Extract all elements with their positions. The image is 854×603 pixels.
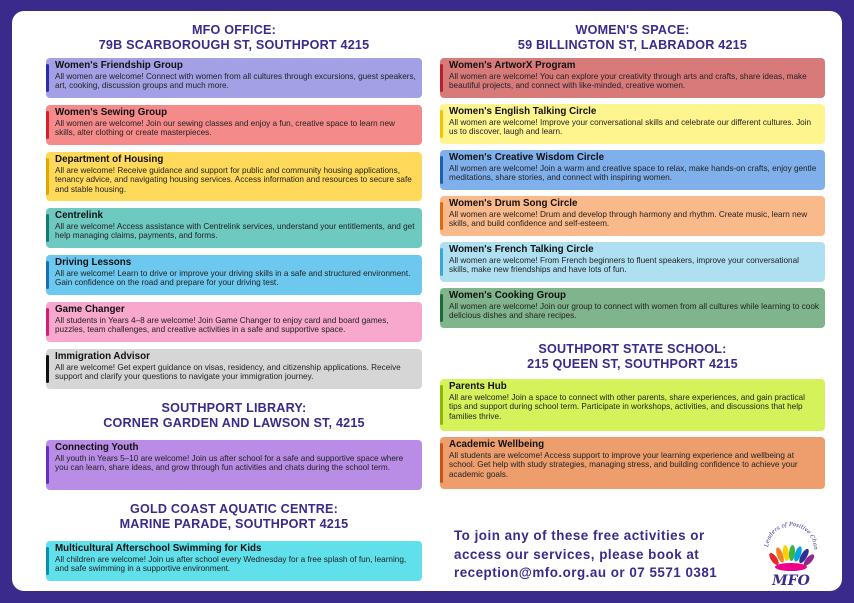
card-accent — [440, 248, 443, 276]
card-description: All are welcome! Learn to drive or improve your driving skills in a safe and structured environment. Gain confidence on the road and prepare for your driving test. — [55, 268, 411, 287]
card-game-changer — [46, 302, 422, 342]
card-connecting-youth — [46, 440, 422, 490]
card-description: All students in Years 4–8 are welcome! Join Game Changer to enjoy card and board games, puzzles, team challenges, and creative activities in a safe and supportive space. — [55, 315, 389, 334]
card-title: Women's French Talking Circle — [449, 244, 594, 255]
card-description: All women are welcome! Join a warm and creative space to relax, make hands-on crafts, enjoy gentle meditations, share stories, and connect with inspiring women. — [449, 163, 817, 182]
card-description: All women are welcome! From French beginners to fluent speakers, improve your conversational skills, make new friendships and have lots of fun. — [449, 255, 799, 274]
card-accent — [46, 64, 49, 92]
card-title: Connecting Youth — [55, 442, 139, 453]
card-womens-friendship-group — [46, 58, 422, 98]
card-title: Immigration Advisor — [55, 351, 150, 362]
card-womens-english-talking-circle — [440, 104, 825, 144]
card-accent — [46, 547, 49, 575]
card-accent — [46, 355, 49, 383]
card-description: All students are welcome! Access support to improve your learning experience and wellbeing at school. Get help with study strategies, managing stress, and building confidence to achieve your academic goals. — [449, 450, 798, 479]
booking-line: To join any of these free activities or — [454, 528, 705, 543]
card-description: All women are welcome! Drum and develop through harmony and rhythm. Create music, learn new skills, and build confidence and self-esteem. — [449, 209, 808, 228]
card-title: Parents Hub — [449, 381, 507, 392]
card-accent — [46, 111, 49, 139]
section-heading-womens-space: WOMEN'S SPACE: 59 BILLINGTON ST, LABRADOR 4215 — [517, 23, 748, 52]
left-column — [46, 21, 422, 581]
card-description: All youth in Years 5–10 are welcome! Join us after school for a safe and supportive space where you can learn, share ideas, and grow through fun activities and chats during the school term. — [55, 453, 404, 472]
card-accent — [440, 294, 443, 322]
card-womens-sewing-group — [46, 105, 422, 145]
card-department-of-housing — [46, 152, 422, 201]
card-accent — [440, 110, 443, 138]
card-description: All are welcome! Join a space to connect with other parents, share experiences, and gain practical tips and support during school term. Participate in workshops, activities, and discussions that help families thrive. — [449, 392, 805, 421]
mfo-logo-graphic — [762, 515, 820, 591]
card-accent — [46, 214, 49, 242]
card-driving-lessons — [46, 255, 422, 295]
card-womens-artworx-program — [440, 58, 825, 98]
card-parents-hub — [440, 379, 825, 431]
card-accent — [440, 385, 443, 425]
booking-information — [454, 527, 744, 583]
card-academic-wellbeing — [440, 437, 825, 489]
card-accent — [440, 64, 443, 92]
card-title: Women's Sewing Group — [55, 107, 168, 118]
right-column — [440, 21, 825, 589]
card-title: Centrelink — [55, 210, 103, 221]
section-heading-gold-coast-aquatic-centre: GOLD COAST AQUATIC CENTRE: MARINE PARADE, SOUTHPORT 4215 — [119, 502, 349, 531]
card-title: Women's Friendship Group — [55, 60, 183, 71]
card-womens-french-talking-circle — [440, 242, 825, 282]
card-description: All are welcome! Get expert guidance on visas, residency, and citizenship applications. Receive support and clarify your questions to navigate your immigration journey. — [55, 362, 401, 381]
card-description: All children are welcome! Join us after school every Wednesday for a free splash of fun, learning, and safe swimming in a supportive environment. — [55, 554, 407, 573]
card-accent — [440, 156, 443, 184]
section-heading-southport-library: SOUTHPORT LIBRARY: CORNER GARDEN AND LAWSON ST, 4215 — [103, 401, 365, 430]
card-title: Game Changer — [55, 304, 125, 315]
card-description: All women are welcome! Connect with women from all cultures through excursions, guest speakers, art, cooking, discussion groups and much more. — [55, 71, 416, 90]
flyer-sheet — [12, 11, 842, 591]
card-centrelink — [46, 208, 422, 248]
hands-icon — [768, 545, 816, 571]
card-womens-drum-song-circle — [440, 196, 825, 236]
card-description: All are welcome! Receive guidance and support for public and community housing applications, tenancy advice, and navigating housing services. Access information and resources to secure safe and stable housing. — [55, 165, 412, 194]
logo-text: MFO — [772, 573, 810, 589]
card-accent — [46, 261, 49, 289]
card-description: All women are welcome! You can explore your creativity through arts and crafts, share ideas, make beautiful projects, and connect with like-minded, creative women. — [449, 71, 807, 90]
card-title: Driving Lessons — [55, 257, 132, 268]
card-accent — [440, 202, 443, 230]
section-heading-mfo-office: MFO OFFICE: 79B SCARBOROUGH ST, SOUTHPORT 4215 — [98, 23, 370, 52]
booking-contact: reception@mfo.org.au or 07 5571 0381 — [454, 565, 718, 580]
card-title: Women's Cooking Group — [449, 290, 566, 301]
card-accent — [440, 443, 443, 483]
card-accent — [46, 446, 49, 484]
card-description: All are welcome! Access assistance with Centrelink services, understand your entitlements, and get help managing claims, payments, and forms. — [55, 221, 415, 240]
logo-tagline: Leaders of Positive Chan — [764, 521, 819, 550]
card-description: All women are welcome! Improve your conversational skills and celebrate our different cultures. Join us to discover, laugh and learn. — [449, 117, 812, 136]
card-womens-creative-wisdom-circle — [440, 150, 825, 190]
card-title: Women's English Talking Circle — [449, 106, 597, 117]
booking-line: access our services, please book at — [454, 546, 700, 562]
card-title: Women's Drum Song Circle — [449, 198, 578, 209]
card-accent — [46, 308, 49, 336]
section-heading-southport-state-school: SOUTHPORT STATE SCHOOL: 215 QUEEN ST, SOUTHPORT 4215 — [527, 342, 738, 371]
card-title: Women's ArtworX Program — [449, 60, 576, 71]
card-title: Women's Creative Wisdom Circle — [449, 152, 605, 163]
card-description: All women are welcome! Join our group to connect with women from all cultures while learning to cook delicious dishes and share recipes. — [449, 301, 819, 320]
card-womens-cooking-group — [440, 288, 825, 328]
mfo-logo — [762, 515, 820, 591]
card-title: Department of Housing — [55, 154, 164, 165]
card-immigration-advisor — [46, 349, 422, 389]
card-title: Multicultural Afterschool Swimming for Kids — [55, 543, 262, 554]
card-accent — [46, 158, 49, 195]
card-multicultural-afterschool-swimming — [46, 541, 422, 581]
card-description: All women are welcome! Join our sewing classes and enjoy a fun, creative space to learn new skills, alter clothing or create masterpieces. — [55, 118, 395, 137]
card-title: Academic Wellbeing — [449, 439, 545, 450]
